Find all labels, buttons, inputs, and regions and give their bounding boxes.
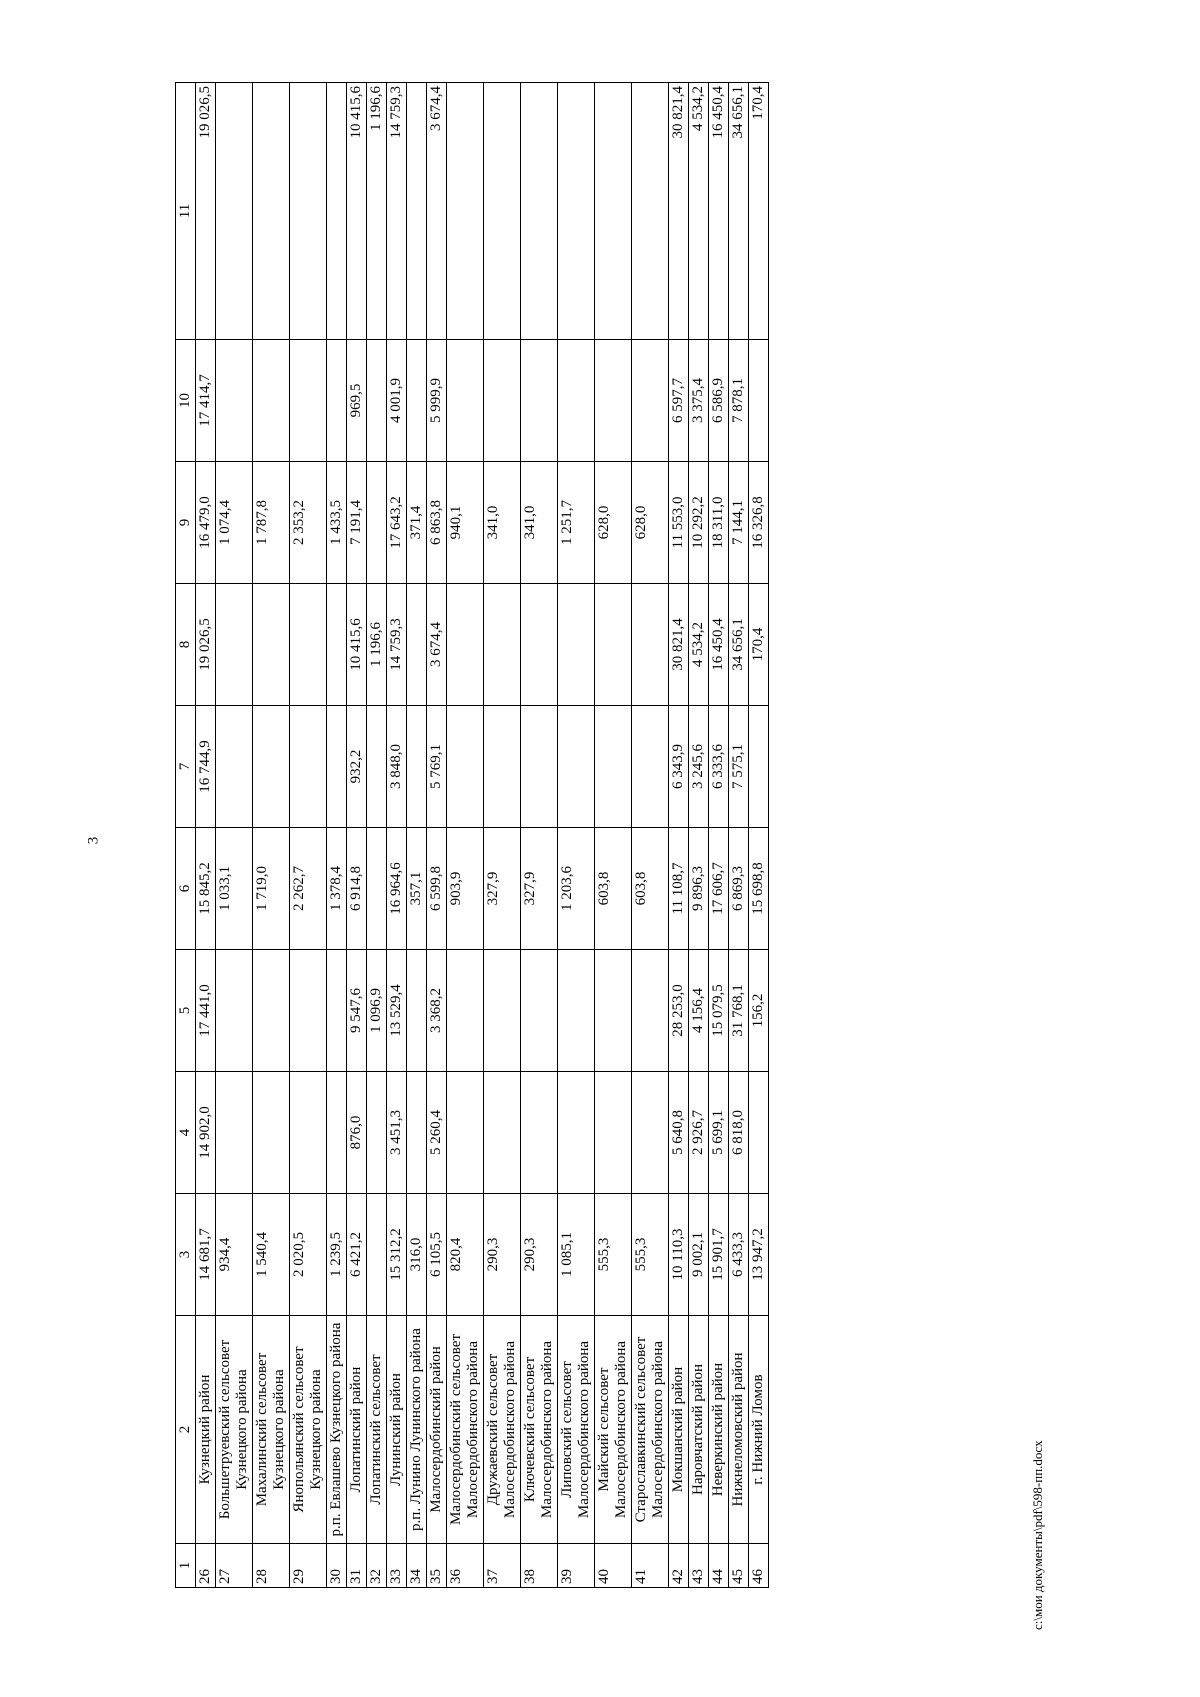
table-header-row xyxy=(176,83,196,1588)
value-cell-c4: 5 699,1 xyxy=(709,1072,729,1194)
value-cell-c6: 6 869,3 xyxy=(729,828,749,950)
row-name-cell: р.п. Евлашево Кузнецкого района xyxy=(327,1316,347,1544)
value-cell-c11 xyxy=(595,83,632,340)
value-cell-c3: 290,3 xyxy=(521,1194,558,1316)
value-cell-c5 xyxy=(632,950,669,1072)
value-cell-c8: 4 534,2 xyxy=(689,584,709,706)
value-cell-c4: 3 451,3 xyxy=(387,1072,407,1194)
table-row xyxy=(484,83,521,1588)
table-row xyxy=(253,83,290,1588)
value-cell-c11: 3 674,4 xyxy=(427,83,447,340)
value-cell-c8: 16 450,4 xyxy=(709,584,729,706)
value-cell-c3: 14 681,7 xyxy=(196,1194,216,1316)
value-cell-c3: 316,0 xyxy=(407,1194,427,1316)
row-number-cell: 27 xyxy=(216,1544,253,1588)
value-cell-c3: 15 901,7 xyxy=(709,1194,729,1316)
value-cell-c5: 1 096,9 xyxy=(367,950,387,1072)
value-cell-c9: 1 787,8 xyxy=(253,462,290,584)
value-cell-c5 xyxy=(447,950,484,1072)
value-cell-c4 xyxy=(367,1072,387,1194)
value-cell-c10 xyxy=(216,340,253,462)
value-cell-c4 xyxy=(290,1072,327,1194)
value-cell-c6: 16 964,6 xyxy=(387,828,407,950)
value-cell-c8 xyxy=(447,584,484,706)
row-number-cell: 32 xyxy=(367,1544,387,1588)
table-row xyxy=(669,83,689,1588)
row-number-cell: 35 xyxy=(427,1544,447,1588)
value-cell-c5: 3 368,2 xyxy=(427,950,447,1072)
column-header-9: 9 xyxy=(176,462,196,584)
value-cell-c7 xyxy=(558,706,595,828)
value-cell-c5 xyxy=(484,950,521,1072)
value-cell-c10 xyxy=(749,340,769,462)
row-name-cell: Дружаевский сельсовет Малосердобинского района xyxy=(484,1316,521,1544)
value-cell-c3: 10 110,3 xyxy=(669,1194,689,1316)
row-name-cell: Янопольянский сельсовет Кузнецкого района xyxy=(290,1316,327,1544)
value-cell-c11 xyxy=(447,83,484,340)
value-cell-c7 xyxy=(749,706,769,828)
row-name-cell: г. Нижний Ломов xyxy=(749,1316,769,1544)
table-row xyxy=(407,83,427,1588)
row-number-cell: 45 xyxy=(729,1544,749,1588)
value-cell-c5 xyxy=(327,950,347,1072)
value-cell-c8: 170,4 xyxy=(749,584,769,706)
column-header-4: 4 xyxy=(176,1072,196,1194)
value-cell-c9: 7 191,4 xyxy=(347,462,367,584)
value-cell-c3: 555,3 xyxy=(632,1194,669,1316)
value-cell-c6: 11 108,7 xyxy=(669,828,689,950)
value-cell-c6: 1 033,1 xyxy=(216,828,253,950)
row-name-cell: Наровчатский район xyxy=(689,1316,709,1544)
value-cell-c10 xyxy=(253,340,290,462)
row-number-cell: 28 xyxy=(253,1544,290,1588)
value-cell-c10 xyxy=(290,340,327,462)
value-cell-c11 xyxy=(521,83,558,340)
value-cell-c7 xyxy=(447,706,484,828)
row-name-cell: Липовский сельсовет Малосердобинского района xyxy=(558,1316,595,1544)
value-cell-c8 xyxy=(327,584,347,706)
value-cell-c8 xyxy=(632,584,669,706)
value-cell-c5: 9 547,6 xyxy=(347,950,367,1072)
value-cell-c11 xyxy=(558,83,595,340)
value-cell-c11 xyxy=(290,83,327,340)
value-cell-c8 xyxy=(521,584,558,706)
value-cell-c9: 628,0 xyxy=(595,462,632,584)
value-cell-c8 xyxy=(558,584,595,706)
value-cell-c4 xyxy=(632,1072,669,1194)
row-number-cell: 43 xyxy=(689,1544,709,1588)
value-cell-c6: 603,8 xyxy=(632,828,669,950)
value-cell-c11 xyxy=(407,83,427,340)
value-cell-c3: 13 947,2 xyxy=(749,1194,769,1316)
value-cell-c9: 6 863,8 xyxy=(427,462,447,584)
value-cell-c7: 3 245,6 xyxy=(689,706,709,828)
value-cell-c6: 15 845,2 xyxy=(196,828,216,950)
value-cell-c8 xyxy=(595,584,632,706)
value-cell-c10: 5 999,9 xyxy=(427,340,447,462)
value-cell-c3: 6 421,2 xyxy=(347,1194,367,1316)
column-header-11: 11 xyxy=(176,83,196,340)
value-cell-c7 xyxy=(367,706,387,828)
value-cell-c8 xyxy=(253,584,290,706)
table-row xyxy=(290,83,327,1588)
value-cell-c9: 2 353,2 xyxy=(290,462,327,584)
row-number-cell: 39 xyxy=(558,1544,595,1588)
row-name-cell: Мокшанский район xyxy=(669,1316,689,1544)
row-name-cell: Кузнецкий район xyxy=(196,1316,216,1544)
value-cell-c7: 7 575,1 xyxy=(729,706,749,828)
value-cell-c10 xyxy=(521,340,558,462)
value-cell-c4 xyxy=(484,1072,521,1194)
value-cell-c6: 6 914,8 xyxy=(347,828,367,950)
row-name-cell: Неверкинский район xyxy=(709,1316,729,1544)
row-name-cell: р.п. Лунино Лунинского района xyxy=(407,1316,427,1544)
value-cell-c9: 341,0 xyxy=(521,462,558,584)
value-cell-c5 xyxy=(407,950,427,1072)
value-cell-c9: 16 326,8 xyxy=(749,462,769,584)
value-cell-c5 xyxy=(521,950,558,1072)
row-name-cell: Малосердобинский сельсовет Малосердобинского района xyxy=(447,1316,484,1544)
value-cell-c11: 1 196,6 xyxy=(367,83,387,340)
value-cell-c3: 1 540,4 xyxy=(253,1194,290,1316)
value-cell-c6 xyxy=(367,828,387,950)
value-cell-c3: 1 239,5 xyxy=(327,1194,347,1316)
value-cell-c4 xyxy=(447,1072,484,1194)
value-cell-c7 xyxy=(327,706,347,828)
table-row xyxy=(709,83,729,1588)
value-cell-c6: 357,1 xyxy=(407,828,427,950)
value-cell-c8 xyxy=(407,584,427,706)
value-cell-c11: 170,4 xyxy=(749,83,769,340)
row-number-cell: 40 xyxy=(595,1544,632,1588)
table-row xyxy=(749,83,769,1588)
table-row xyxy=(216,83,253,1588)
value-cell-c10 xyxy=(327,340,347,462)
value-cell-c9: 11 553,0 xyxy=(669,462,689,584)
column-header-3: 3 xyxy=(176,1194,196,1316)
value-cell-c10: 6 597,7 xyxy=(669,340,689,462)
column-header-5: 5 xyxy=(176,950,196,1072)
value-cell-c4: 2 926,7 xyxy=(689,1072,709,1194)
value-cell-c10: 3 375,4 xyxy=(689,340,709,462)
value-cell-c6: 1 378,4 xyxy=(327,828,347,950)
value-cell-c5 xyxy=(216,950,253,1072)
value-cell-c9 xyxy=(367,462,387,584)
value-cell-c11: 30 821,4 xyxy=(669,83,689,340)
value-cell-c10 xyxy=(484,340,521,462)
value-cell-c3: 1 085,1 xyxy=(558,1194,595,1316)
row-name-cell: Малосердобинский район xyxy=(427,1316,447,1544)
value-cell-c6: 6 599,8 xyxy=(427,828,447,950)
row-name-cell: Ключевский сельсовет Малосердобинского района xyxy=(521,1316,558,1544)
value-cell-c9: 628,0 xyxy=(632,462,669,584)
value-cell-c6: 1 203,6 xyxy=(558,828,595,950)
page-number: 3 xyxy=(85,836,102,845)
value-cell-c7 xyxy=(484,706,521,828)
value-cell-c4: 14 902,0 xyxy=(196,1072,216,1194)
value-cell-c5: 28 253,0 xyxy=(669,950,689,1072)
value-cell-c10 xyxy=(595,340,632,462)
value-cell-c6: 327,9 xyxy=(484,828,521,950)
column-header-10: 10 xyxy=(176,340,196,462)
value-cell-c3: 820,4 xyxy=(447,1194,484,1316)
value-cell-c3: 15 312,2 xyxy=(387,1194,407,1316)
value-cell-c6: 17 606,7 xyxy=(709,828,729,950)
value-cell-c6: 903,9 xyxy=(447,828,484,950)
value-cell-c7: 6 343,9 xyxy=(669,706,689,828)
row-number-cell: 30 xyxy=(327,1544,347,1588)
value-cell-c11: 16 450,4 xyxy=(709,83,729,340)
value-cell-c5 xyxy=(558,950,595,1072)
value-cell-c10 xyxy=(632,340,669,462)
value-cell-c10: 4 001,9 xyxy=(387,340,407,462)
value-cell-c8: 34 656,1 xyxy=(729,584,749,706)
value-cell-c10 xyxy=(447,340,484,462)
value-cell-c4 xyxy=(253,1072,290,1194)
value-cell-c4 xyxy=(216,1072,253,1194)
value-cell-c4: 5 260,4 xyxy=(427,1072,447,1194)
value-cell-c7 xyxy=(253,706,290,828)
value-cell-c11 xyxy=(327,83,347,340)
row-name-cell: Нижнеломовский район xyxy=(729,1316,749,1544)
value-cell-c7: 16 744,9 xyxy=(196,706,216,828)
table-row xyxy=(595,83,632,1588)
row-number-cell: 33 xyxy=(387,1544,407,1588)
value-cell-c5: 13 529,4 xyxy=(387,950,407,1072)
value-cell-c4: 876,0 xyxy=(347,1072,367,1194)
value-cell-c3: 6 433,3 xyxy=(729,1194,749,1316)
row-name-cell: Майский сельсовет Малосердобинского района xyxy=(595,1316,632,1544)
row-number-cell: 29 xyxy=(290,1544,327,1588)
value-cell-c8 xyxy=(290,584,327,706)
value-cell-c6: 15 698,8 xyxy=(749,828,769,950)
value-cell-c11 xyxy=(253,83,290,340)
value-cell-c9: 1 433,5 xyxy=(327,462,347,584)
row-number-cell: 36 xyxy=(447,1544,484,1588)
value-cell-c4 xyxy=(327,1072,347,1194)
value-cell-c9: 18 311,0 xyxy=(709,462,729,584)
row-number-cell: 44 xyxy=(709,1544,729,1588)
row-number-cell: 41 xyxy=(632,1544,669,1588)
value-cell-c7 xyxy=(595,706,632,828)
row-name-cell: Лопатинский сельсовет xyxy=(367,1316,387,1544)
table-row xyxy=(427,83,447,1588)
table-body xyxy=(196,83,769,1588)
value-cell-c10: 969,5 xyxy=(347,340,367,462)
value-cell-c11: 19 026,5 xyxy=(196,83,216,340)
row-number-cell: 31 xyxy=(347,1544,367,1588)
value-cell-c9: 341,0 xyxy=(484,462,521,584)
column-header-2: 2 xyxy=(176,1316,196,1544)
value-cell-c7 xyxy=(407,706,427,828)
value-cell-c11: 4 534,2 xyxy=(689,83,709,340)
value-cell-c5: 156,2 xyxy=(749,950,769,1072)
value-cell-c4 xyxy=(749,1072,769,1194)
value-cell-c5: 4 156,4 xyxy=(689,950,709,1072)
value-cell-c7 xyxy=(632,706,669,828)
budget-table xyxy=(175,82,769,1588)
value-cell-c4 xyxy=(521,1072,558,1194)
row-name-cell: Махалинский сельсовет Кузнецкого района xyxy=(253,1316,290,1544)
value-cell-c4 xyxy=(407,1072,427,1194)
value-cell-c5 xyxy=(290,950,327,1072)
value-cell-c7: 932,2 xyxy=(347,706,367,828)
value-cell-c5: 31 768,1 xyxy=(729,950,749,1072)
row-name-cell: Большетруевский сельсовет Кузнецкого района xyxy=(216,1316,253,1544)
value-cell-c10 xyxy=(367,340,387,462)
table-row xyxy=(521,83,558,1588)
row-number-cell: 34 xyxy=(407,1544,427,1588)
row-name-cell: Лунинский район xyxy=(387,1316,407,1544)
table-row xyxy=(689,83,709,1588)
value-cell-c8: 14 759,3 xyxy=(387,584,407,706)
value-cell-c3: 934,4 xyxy=(216,1194,253,1316)
value-cell-c8: 1 196,6 xyxy=(367,584,387,706)
column-header-6: 6 xyxy=(176,828,196,950)
value-cell-c7 xyxy=(216,706,253,828)
value-cell-c4 xyxy=(595,1072,632,1194)
value-cell-c8 xyxy=(484,584,521,706)
value-cell-c6: 1 719,0 xyxy=(253,828,290,950)
value-cell-c7: 5 769,1 xyxy=(427,706,447,828)
value-cell-c10: 7 878,1 xyxy=(729,340,749,462)
value-cell-c3: 2 020,5 xyxy=(290,1194,327,1316)
value-cell-c8: 3 674,4 xyxy=(427,584,447,706)
value-cell-c5: 15 079,5 xyxy=(709,950,729,1072)
value-cell-c11 xyxy=(632,83,669,340)
value-cell-c9: 16 479,0 xyxy=(196,462,216,584)
value-cell-c8 xyxy=(216,584,253,706)
row-name-cell: Старославкинский сельсовет Малосердобинского района xyxy=(632,1316,669,1544)
value-cell-c9: 17 643,2 xyxy=(387,462,407,584)
value-cell-c8: 19 026,5 xyxy=(196,584,216,706)
value-cell-c4: 6 818,0 xyxy=(729,1072,749,1194)
value-cell-c3: 9 002,1 xyxy=(689,1194,709,1316)
value-cell-c6: 327,9 xyxy=(521,828,558,950)
table-row xyxy=(729,83,749,1588)
table-row xyxy=(347,83,367,1588)
value-cell-c11 xyxy=(484,83,521,340)
value-cell-c11: 10 415,6 xyxy=(347,83,367,340)
value-cell-c7 xyxy=(521,706,558,828)
table-row xyxy=(327,83,347,1588)
value-cell-c11: 14 759,3 xyxy=(387,83,407,340)
table-row xyxy=(387,83,407,1588)
value-cell-c7 xyxy=(290,706,327,828)
column-header-7: 7 xyxy=(176,706,196,828)
value-cell-c9: 371,4 xyxy=(407,462,427,584)
value-cell-c6: 2 262,7 xyxy=(290,828,327,950)
value-cell-c3 xyxy=(367,1194,387,1316)
value-cell-c11 xyxy=(216,83,253,340)
value-cell-c7: 3 848,0 xyxy=(387,706,407,828)
value-cell-c6: 9 896,3 xyxy=(689,828,709,950)
value-cell-c7: 6 333,6 xyxy=(709,706,729,828)
value-cell-c10 xyxy=(407,340,427,462)
table-row xyxy=(558,83,595,1588)
row-number-cell: 38 xyxy=(521,1544,558,1588)
value-cell-c6: 603,8 xyxy=(595,828,632,950)
row-number-cell: 42 xyxy=(669,1544,689,1588)
footer-file-path: c:\мои документы\pdf\598-пп.docx xyxy=(1030,1440,1045,1630)
table-rotated-container xyxy=(175,83,1048,1588)
value-cell-c4: 5 640,8 xyxy=(669,1072,689,1194)
table-row xyxy=(367,83,387,1588)
value-cell-c9: 1 074,4 xyxy=(216,462,253,584)
value-cell-c9: 10 292,2 xyxy=(689,462,709,584)
value-cell-c3: 6 105,5 xyxy=(427,1194,447,1316)
value-cell-c10: 6 586,9 xyxy=(709,340,729,462)
value-cell-c9: 7 144,1 xyxy=(729,462,749,584)
value-cell-c9: 940,1 xyxy=(447,462,484,584)
row-number-cell: 37 xyxy=(484,1544,521,1588)
value-cell-c4 xyxy=(558,1072,595,1194)
value-cell-c5 xyxy=(253,950,290,1072)
column-header-1: 1 xyxy=(176,1544,196,1588)
column-header-8: 8 xyxy=(176,584,196,706)
value-cell-c3: 290,3 xyxy=(484,1194,521,1316)
value-cell-c10: 17 414,7 xyxy=(196,340,216,462)
table-row xyxy=(632,83,669,1588)
value-cell-c5: 17 441,0 xyxy=(196,950,216,1072)
row-name-cell: Лопатинский район xyxy=(347,1316,367,1544)
table-row xyxy=(196,83,216,1588)
row-number-cell: 46 xyxy=(749,1544,769,1588)
value-cell-c10 xyxy=(558,340,595,462)
value-cell-c5 xyxy=(595,950,632,1072)
table-row xyxy=(447,83,484,1588)
value-cell-c8: 10 415,6 xyxy=(347,584,367,706)
value-cell-c3: 555,3 xyxy=(595,1194,632,1316)
value-cell-c8: 30 821,4 xyxy=(669,584,689,706)
row-number-cell: 26 xyxy=(196,1544,216,1588)
value-cell-c9: 1 251,7 xyxy=(558,462,595,584)
value-cell-c11: 34 656,1 xyxy=(729,83,749,340)
